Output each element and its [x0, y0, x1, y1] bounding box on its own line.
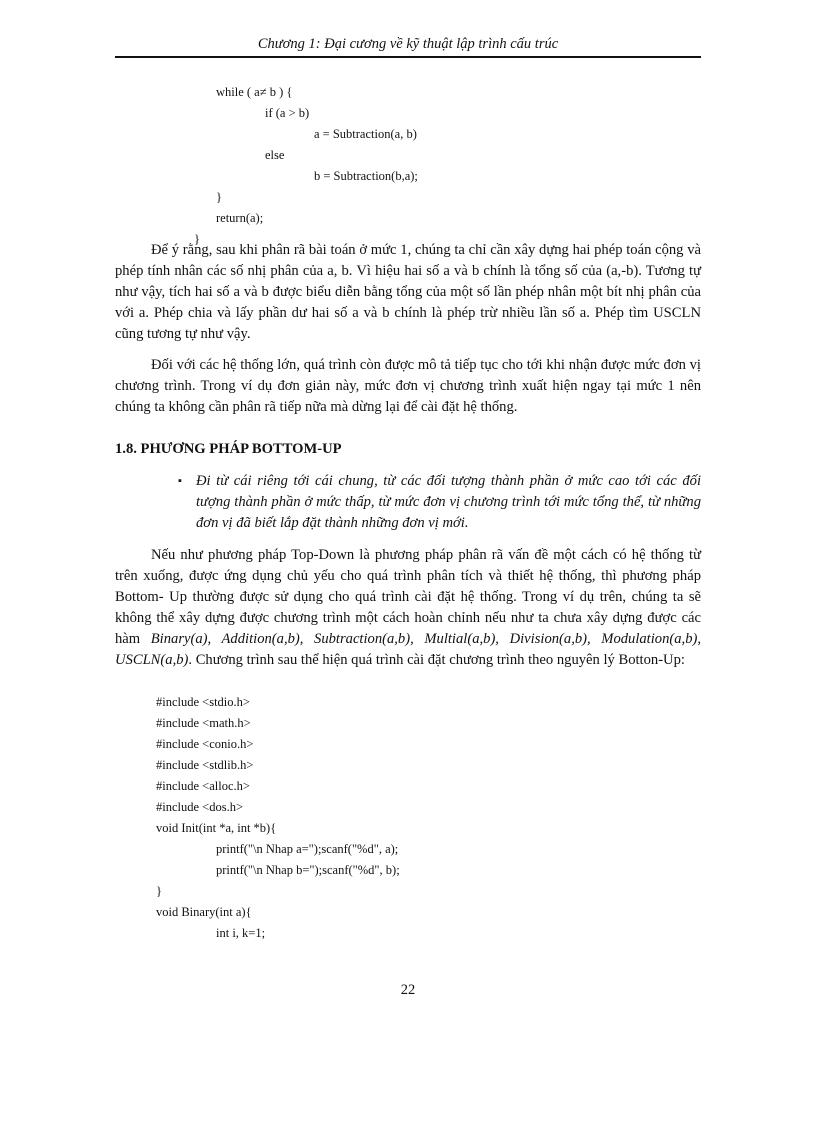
paragraph-text: Nếu như phương pháp Top-Down là phương pháp phân rã vấn đề một cách có hệ thống từ trên xuống, được ứng dụng chủ yếu cho quá trình phân tích và thiết hệ thống, thì phương pháp Bottom- Up thường được sử dụng cho quá trình cài đặt hệ thống. Trong ví dụ trên, chúng ta sẽ không thể xây dựng được chương trình một cách hoàn chỉnh nếu như ta chưa xây dựng được các hàm	[115, 547, 701, 647]
code-line: b = Subtraction(b,a);	[314, 169, 418, 183]
code-line: void Init(int *a, int *b){	[156, 821, 277, 835]
code-line: if (a > b)	[265, 106, 310, 120]
code-line: #include <conio.h>	[156, 737, 254, 751]
code-line: return(a);	[216, 211, 264, 225]
code-line: #include <dos.h>	[156, 800, 244, 814]
code-line: #include <stdio.h>	[156, 695, 250, 709]
bullet-square-icon: ▪	[178, 475, 182, 487]
paragraph-bottom-up	[115, 545, 701, 671]
header-rule	[115, 56, 701, 58]
bullet-principle: Đi từ cái riêng tới cái chung, từ các đối tượng thành phần ở mức cao tới các đối tượng thành phần ở mức thấp, từ mức đơn vị chương trình tới mức tổng thể, từ những đơn vị đã biết lắp đặt thành những đơn vị mới.	[196, 473, 701, 531]
code-line: printf("\n Nhap a=");scanf("%d", a);	[216, 842, 399, 856]
section-heading: 1.8. PHƯƠNG PHÁP BOTTOM-UP	[115, 441, 342, 457]
page-header-title: Chương 1: Đại cương về kỹ thuật lập trình cấu trúc	[257, 36, 559, 52]
code-line: int i, k=1;	[216, 926, 266, 940]
code-line: while ( a≠ b ) {	[216, 85, 293, 99]
code-line: else	[265, 148, 285, 162]
code-line: }	[156, 884, 162, 898]
paragraph-large-systems: Đối với các hệ thống lớn, quá trình còn được mô tả tiếp tục cho tới khi nhận được mức đơn vị chương trình. Trong ví dụ đơn giản này, mức đơn vị chương trình xuất hiện ngay tại mức 1 nên chúng ta không cần phân rã tiếp nữa mà dừng lại để cài đặt hệ thống.	[115, 357, 701, 415]
code-line: void Binary(int a){	[156, 905, 252, 919]
code-line: #include <alloc.h>	[156, 779, 250, 793]
function-list: Binary(a), Addition(a,b), Subtraction(a,b), Multial(a,b), Division(a,b), Modulation(a,b), USCLN(a,b)	[115, 631, 701, 668]
code-line: a = Subtraction(a, b)	[314, 127, 417, 141]
paragraph-text: . Chương trình sau thể hiện quá trình cài đặt chương trình theo nguyên lý Botton-Up:	[188, 652, 685, 668]
page-number: 22	[400, 982, 416, 998]
code-line: #include <math.h>	[156, 716, 251, 730]
code-line: printf("\n Nhap b=");scanf("%d", b);	[216, 863, 400, 877]
code-line: }	[216, 190, 222, 204]
paragraph-decomposition-note: Để ý rằng, sau khi phân rã bài toán ở mức 1, chúng ta chỉ cần xây dựng hai phép toán cộng và phép tính nhân các số nhị phân của a, b. Vì hiệu hai số a và b chính là tổng số của (a,-b). Tương tự như vậy, tích hai số a và b được biểu diễn bằng tổng của một số lần phép nhân một bít nhị phân của với a. Phép chia và lấy phần dư hai số a và b chính là phép trừ nhiều lần số a. Phép tìm USCLN cũng tương tự như vậy.	[115, 242, 701, 342]
code-line: #include <stdlib.h>	[156, 758, 254, 772]
code-line: }	[194, 232, 200, 246]
